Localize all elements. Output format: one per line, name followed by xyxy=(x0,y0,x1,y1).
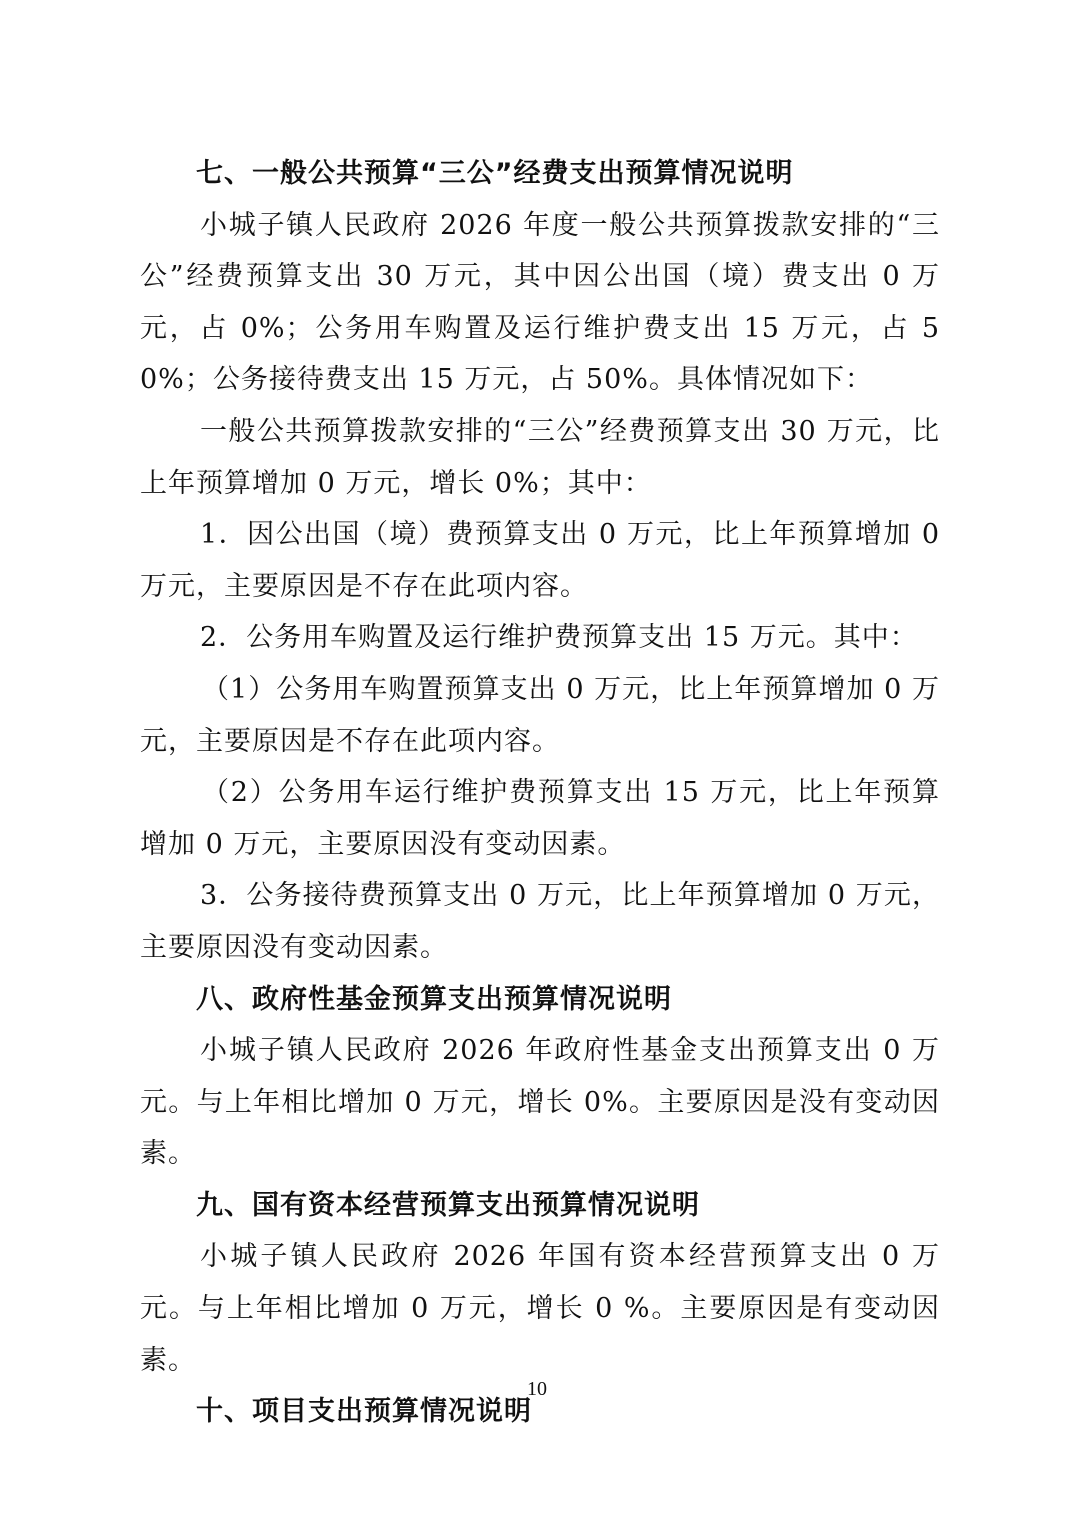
section-heading-8: 八、政府性基金预算支出预算情况说明 xyxy=(196,983,672,1015)
paragraph-summary: 小城子镇人民政府 2026 年度一般公共预算拨款安排的“三公”经费预算支出 30 万元，其中因公出国（境）费支出 0 万元，占 0%；公务用车购置及运行维护费支出 15 万元，占 50%；公务接待费支出 15 万元，占 50%。具体情况如下： xyxy=(140,209,940,396)
paragraph-item-3: 3．公务接待费预算支出 0 万元，比上年预算增加 0 万元，主要原因没有变动因素。 xyxy=(140,880,940,963)
paragraph-government-fund: 小城子镇人民政府 2026 年政府性基金支出预算支出 0 万元。与上年相比增加 0 万元，增长 0%。主要原因是没有变动因素。 xyxy=(140,1035,940,1170)
paragraph-item-2-1: （1）公务用车购置预算支出 0 万元，比上年预算增加 0 万元，主要原因是不存在此项内容。 xyxy=(140,673,940,757)
page-number: 10 xyxy=(527,1378,547,1400)
paragraph-item-2: 2．公务用车购置及运行维护费预算支出 15 万元。其中： xyxy=(200,622,918,654)
section-heading-7: 七、一般公共预算“三公”经费支出预算情况说明 xyxy=(196,158,794,189)
paragraph-item-2-2: （2）公务用车运行维护费预算支出 15 万元，比上年预算增加 0 万元，主要原因没有变动因素。 xyxy=(140,777,940,860)
document-body xyxy=(140,148,940,1438)
section-heading-9: 九、国有资本经营预算支出预算情况说明 xyxy=(196,1189,700,1221)
paragraph-overview: 一般公共预算拨款安排的“三公”经费预算支出 30 万元，比上年预算增加 0 万元，增长 0%；其中： xyxy=(140,415,940,499)
section-heading-10: 十、项目支出预算情况说明 xyxy=(196,1396,532,1428)
paragraph-item-1: 1．因公出国（境）费预算支出 0 万元，比上年预算增加 0 万元，主要原因是不存在此项内容。 xyxy=(140,519,940,602)
paragraph-state-capital: 小城子镇人民政府 2026 年国有资本经营预算支出 0 万元。与上年相比增加 0 万元，增长 0 %。主要原因是有变动因素。 xyxy=(140,1241,940,1376)
